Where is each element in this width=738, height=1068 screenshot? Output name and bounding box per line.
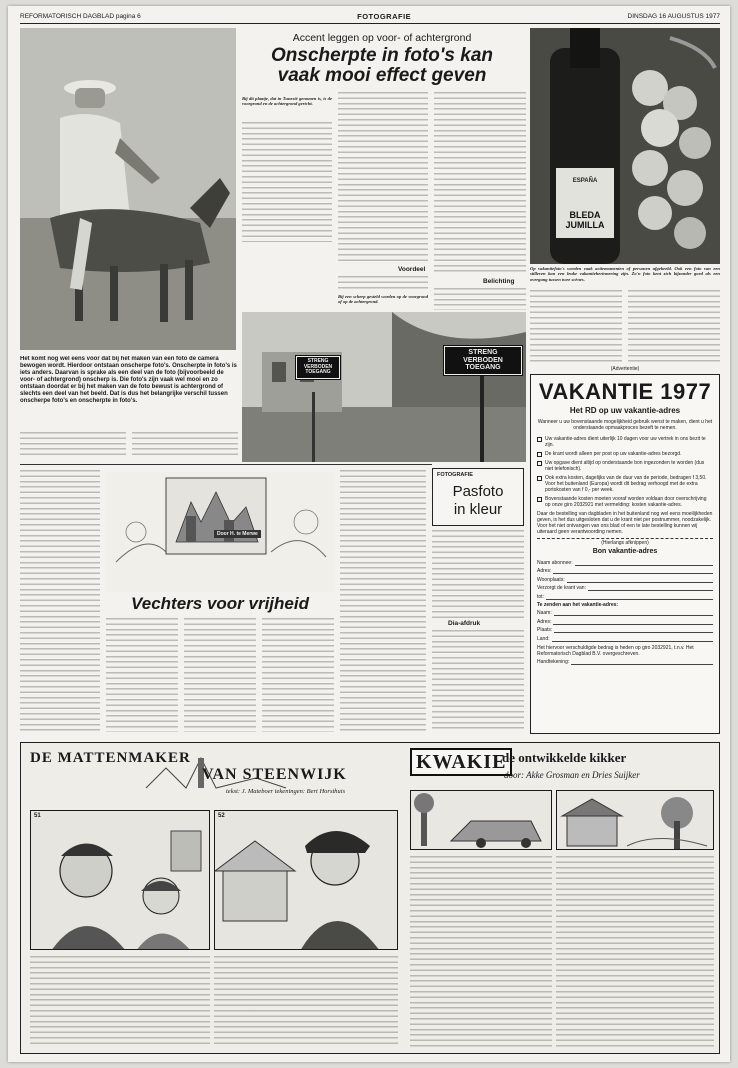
vechters-column-4 <box>262 618 334 732</box>
form-label: tot: <box>537 593 544 600</box>
mattenmaker-title-a: DE MATTENMAKER <box>30 750 191 766</box>
vechters-column-3 <box>184 618 256 732</box>
comic-panel-52 <box>214 810 398 950</box>
vakantie-item <box>537 475 713 493</box>
form-input-line[interactable] <box>553 568 713 574</box>
subhead-belichting: Belichting <box>483 278 515 285</box>
form-field[interactable] <box>537 633 713 642</box>
form-label: Land: <box>537 635 550 642</box>
signature-input-line[interactable] <box>571 659 713 665</box>
photo-illustration <box>20 28 236 350</box>
newspaper-page <box>8 6 730 1062</box>
form-field[interactable] <box>537 566 713 575</box>
form-input-line[interactable] <box>546 594 713 600</box>
vakantie-item-text: Ook extra kosten, dagelijks van de duur van de periode, bedragen f 3,50. Voor het buitenland (Europa) wordt dit bedrag verhoogd met de extra portokosten van f 0,- per week. <box>545 475 707 493</box>
form-label: Adres: <box>537 568 552 574</box>
header-date: DINSDAG 16 AUGUSTUS 1977 <box>627 13 720 20</box>
feature-kicker: Accent leggen op voor- of achtergrond <box>292 32 472 44</box>
sign-small: STRENG VERBODEN TOEGANG <box>296 356 340 379</box>
form-field-signature[interactable] <box>537 657 713 666</box>
form-input-line[interactable] <box>553 619 713 625</box>
kwakie-panel-1 <box>410 790 552 850</box>
panel-52-drawing <box>215 811 398 950</box>
sign-photo-caption: Bij een scherp gesteld worden op de voorgrond of op de achtergrond. <box>338 294 428 305</box>
kwakie-title-a: KWAKIE <box>410 748 512 776</box>
form-input-line[interactable] <box>567 577 713 583</box>
feature-column-3 <box>434 92 526 272</box>
form-field[interactable] <box>537 625 713 634</box>
vechters-column-2 <box>106 618 178 732</box>
form-field[interactable] <box>537 557 713 566</box>
form-field[interactable] <box>537 583 713 592</box>
form-field[interactable] <box>537 574 713 583</box>
form-label: Woonplaats: <box>537 576 565 583</box>
form-label: Adres: <box>537 618 552 625</box>
mattenmaker-text-col-2 <box>214 956 398 1048</box>
vakantie-item <box>537 436 713 448</box>
vechters-column-5 <box>340 470 426 732</box>
page-header <box>20 10 720 24</box>
bottle-label-brand: BLEDA JUMILLA <box>565 210 605 230</box>
vakantie-item-text: De krant wordt alleen per post op uw vakantie-adres bezorgd. <box>545 451 682 457</box>
section-divider <box>20 464 432 465</box>
bottle-caption: Op vakantiefoto's worden vaak actiemomenten of personen afgebeeld. Ook een foto van een stilleven kan een leuke vakantieherinnering zijn. Zo'n foto kent zich bijzonder goed als een overgang tussen twee scènes. <box>530 266 720 282</box>
pasfoto-column-2 <box>432 630 524 732</box>
panel-51-drawing <box>31 811 210 950</box>
form-input-line[interactable] <box>554 627 713 633</box>
form-field[interactable] <box>537 608 713 617</box>
feature-column-2 <box>338 92 428 264</box>
pasfoto-label: FOTOGRAFIE <box>437 472 473 478</box>
vakantie-item-text: Uw opgave dient altijd op onderstaande bon ingezonden te worden (dus niet telefonisch). <box>545 460 705 472</box>
form-label: Naam: <box>537 610 552 616</box>
form-input-line[interactable] <box>552 636 713 642</box>
mattenmaker-text-col-1 <box>30 956 210 1048</box>
form-input-line[interactable] <box>588 585 713 591</box>
vakantie-item <box>537 496 713 508</box>
form-label: Handtekening: <box>537 659 570 665</box>
vakantie-item <box>537 460 713 472</box>
vakantie-item-text: Uw vakantie-adres dient uiterlijk 10 dagen voor uw vertrek in ons bezit te zijn. <box>545 436 706 448</box>
form-label: Verzorgt de krant van: <box>537 585 586 591</box>
form-input-line[interactable] <box>554 610 713 616</box>
kwakie-panel-2-drawing <box>557 791 714 850</box>
cut-line-note: (Hierlangs afknippen) <box>537 538 713 546</box>
bon-title: Bon vakantie-adres <box>592 548 658 555</box>
feature-main-caption: Het komt nog wel eens voor dat bij het maken van een foto de camera bewogen wordt. Hierdoor ontstaan onscherpe foto's. Onscherpte in foto's is iets anders. Daarvan is sprake als een deel van de foto (bijvoorbeeld de voor- of achtergrond) onscherp is. Die foto's zijn vaak wel mooi en zo ontstaan doordat er bij het maken van de foto bewust is achtergrond of slechts een deel van het beeld. Dat is dus het belangrijke verschil tussen onscherpe foto's en onscherpte in foto's. <box>20 356 237 404</box>
pasfoto-title-1: Pasfoto <box>452 483 504 500</box>
pasfoto-box <box>432 468 524 526</box>
panel-number: 51 <box>34 813 41 819</box>
photo-donkey-rider <box>20 28 236 350</box>
feature-column-3b <box>434 288 526 310</box>
kwakie-credits: door: Akke Grosman en Dries Suijker <box>504 770 640 780</box>
mattenmaker-title-b: VAN STEENWIJK <box>202 766 347 783</box>
vechters-title: Vechters voor vrijheid <box>131 594 309 613</box>
kwakie-text-col-2 <box>556 856 714 1048</box>
bottle-label-top: ESPAÑA <box>572 178 598 184</box>
vechters-book-author-tag: Door H. te Merwe <box>214 530 261 538</box>
vakantie-item <box>537 451 713 457</box>
vechters-book-illustration <box>106 472 334 592</box>
vechters-column-1 <box>20 470 100 732</box>
feature-headline-line2: vaak mooi effect geven <box>277 65 487 86</box>
vakantie-closing: Daar de bestelling van dagbladen in het buitenland nog wel eens moeilijkheden geven, is het dus uitgesloten dat u de krant niet per postnummer, noodzakelijk. Voor het niet ontvangen van ons blad of een te late bestelling kunnen wij uiteraard geen verantwoording nemen. <box>537 511 713 535</box>
comic-mattenmaker-header <box>26 748 398 806</box>
vakantie-ad <box>530 374 720 734</box>
kwakie-panel-1-drawing <box>411 791 552 850</box>
kwakie-title-b: de ontwikkelde kikker <box>502 750 627 765</box>
checkbox-square <box>537 497 542 502</box>
header-left: REFORMATORISCH DAGBLAD pagina 6 <box>20 13 141 20</box>
feature-column-4 <box>530 290 622 362</box>
comic-kwakie-header <box>406 748 714 790</box>
checkbox-square <box>537 476 542 481</box>
pasfoto-column <box>432 530 524 618</box>
checkbox-square <box>537 452 542 457</box>
kwakie-text-col-1 <box>410 856 552 1048</box>
mattenmaker-credits: tekst: J. Mateboer tekeningen: Bert Horsthuis <box>226 788 346 795</box>
form-field[interactable] <box>537 591 713 600</box>
header-section: FOTOGRAFIE <box>357 12 412 21</box>
vakantie-title: VAKANTIE 1977 <box>538 379 712 404</box>
pasfoto-subhead: Dia-afdruk <box>448 620 481 627</box>
feature-column-5 <box>628 290 720 362</box>
vakantie-subtitle: Het RD op uw vakantie-adres <box>569 406 681 415</box>
feature-column-7 <box>132 432 238 458</box>
vakantie-footer-note: Het hiervoor verschuldigde bedrag is heden op giro 2032921, t.n.v. Het Reformatorisch Dagblad B.V. overgeschreven. <box>537 644 694 657</box>
kwakie-panel-2 <box>556 790 714 850</box>
feature-column-6 <box>20 432 126 458</box>
photo-bottle-still-life <box>530 28 720 264</box>
form-label: Plaats: <box>537 627 553 633</box>
feature-column-1 <box>242 122 332 242</box>
vakantie-intro: Wanneer u uw bovenstaande mogelijkheid gebruik wenst te maken, dient u het onderstaande opmaakproces bezeft te nemen. <box>537 419 713 431</box>
form-section-head: Te zenden aan het vakantie-adres: <box>537 601 619 608</box>
form-label: Naam abonnee: <box>537 559 573 566</box>
form-field[interactable] <box>537 616 713 625</box>
advertisement-tag: (Advertentie) <box>610 366 640 372</box>
subhead-voordeel: Voordeel <box>398 266 426 273</box>
checkbox-square <box>537 461 542 466</box>
vakantie-item-text: Bovenstaande kosten moeten vooraf worden voldaan door overschrijving op onze giro 2032921 met vermelding: kosten vakantie-adres. <box>545 496 707 508</box>
comic-panel-51 <box>30 810 210 950</box>
feature-headline-line1: Onscherpte in foto's kan <box>271 45 493 66</box>
pasfoto-title-2: in kleur <box>453 501 503 518</box>
photo-forbidden-sign <box>242 312 526 462</box>
form-input-line[interactable] <box>575 560 713 566</box>
checkbox-square <box>537 437 542 442</box>
feature-column-2b <box>338 276 428 292</box>
sign-large: STRENG VERBODEN TOEGANG <box>444 346 522 375</box>
panel-number: 52 <box>218 813 225 819</box>
sign-scene-illustration <box>242 312 526 462</box>
feature-intro-caption: Bij dit plaatje, dat in Tunesië genomen is, is de voorgrond en de achtergrond gericht. <box>242 96 332 107</box>
